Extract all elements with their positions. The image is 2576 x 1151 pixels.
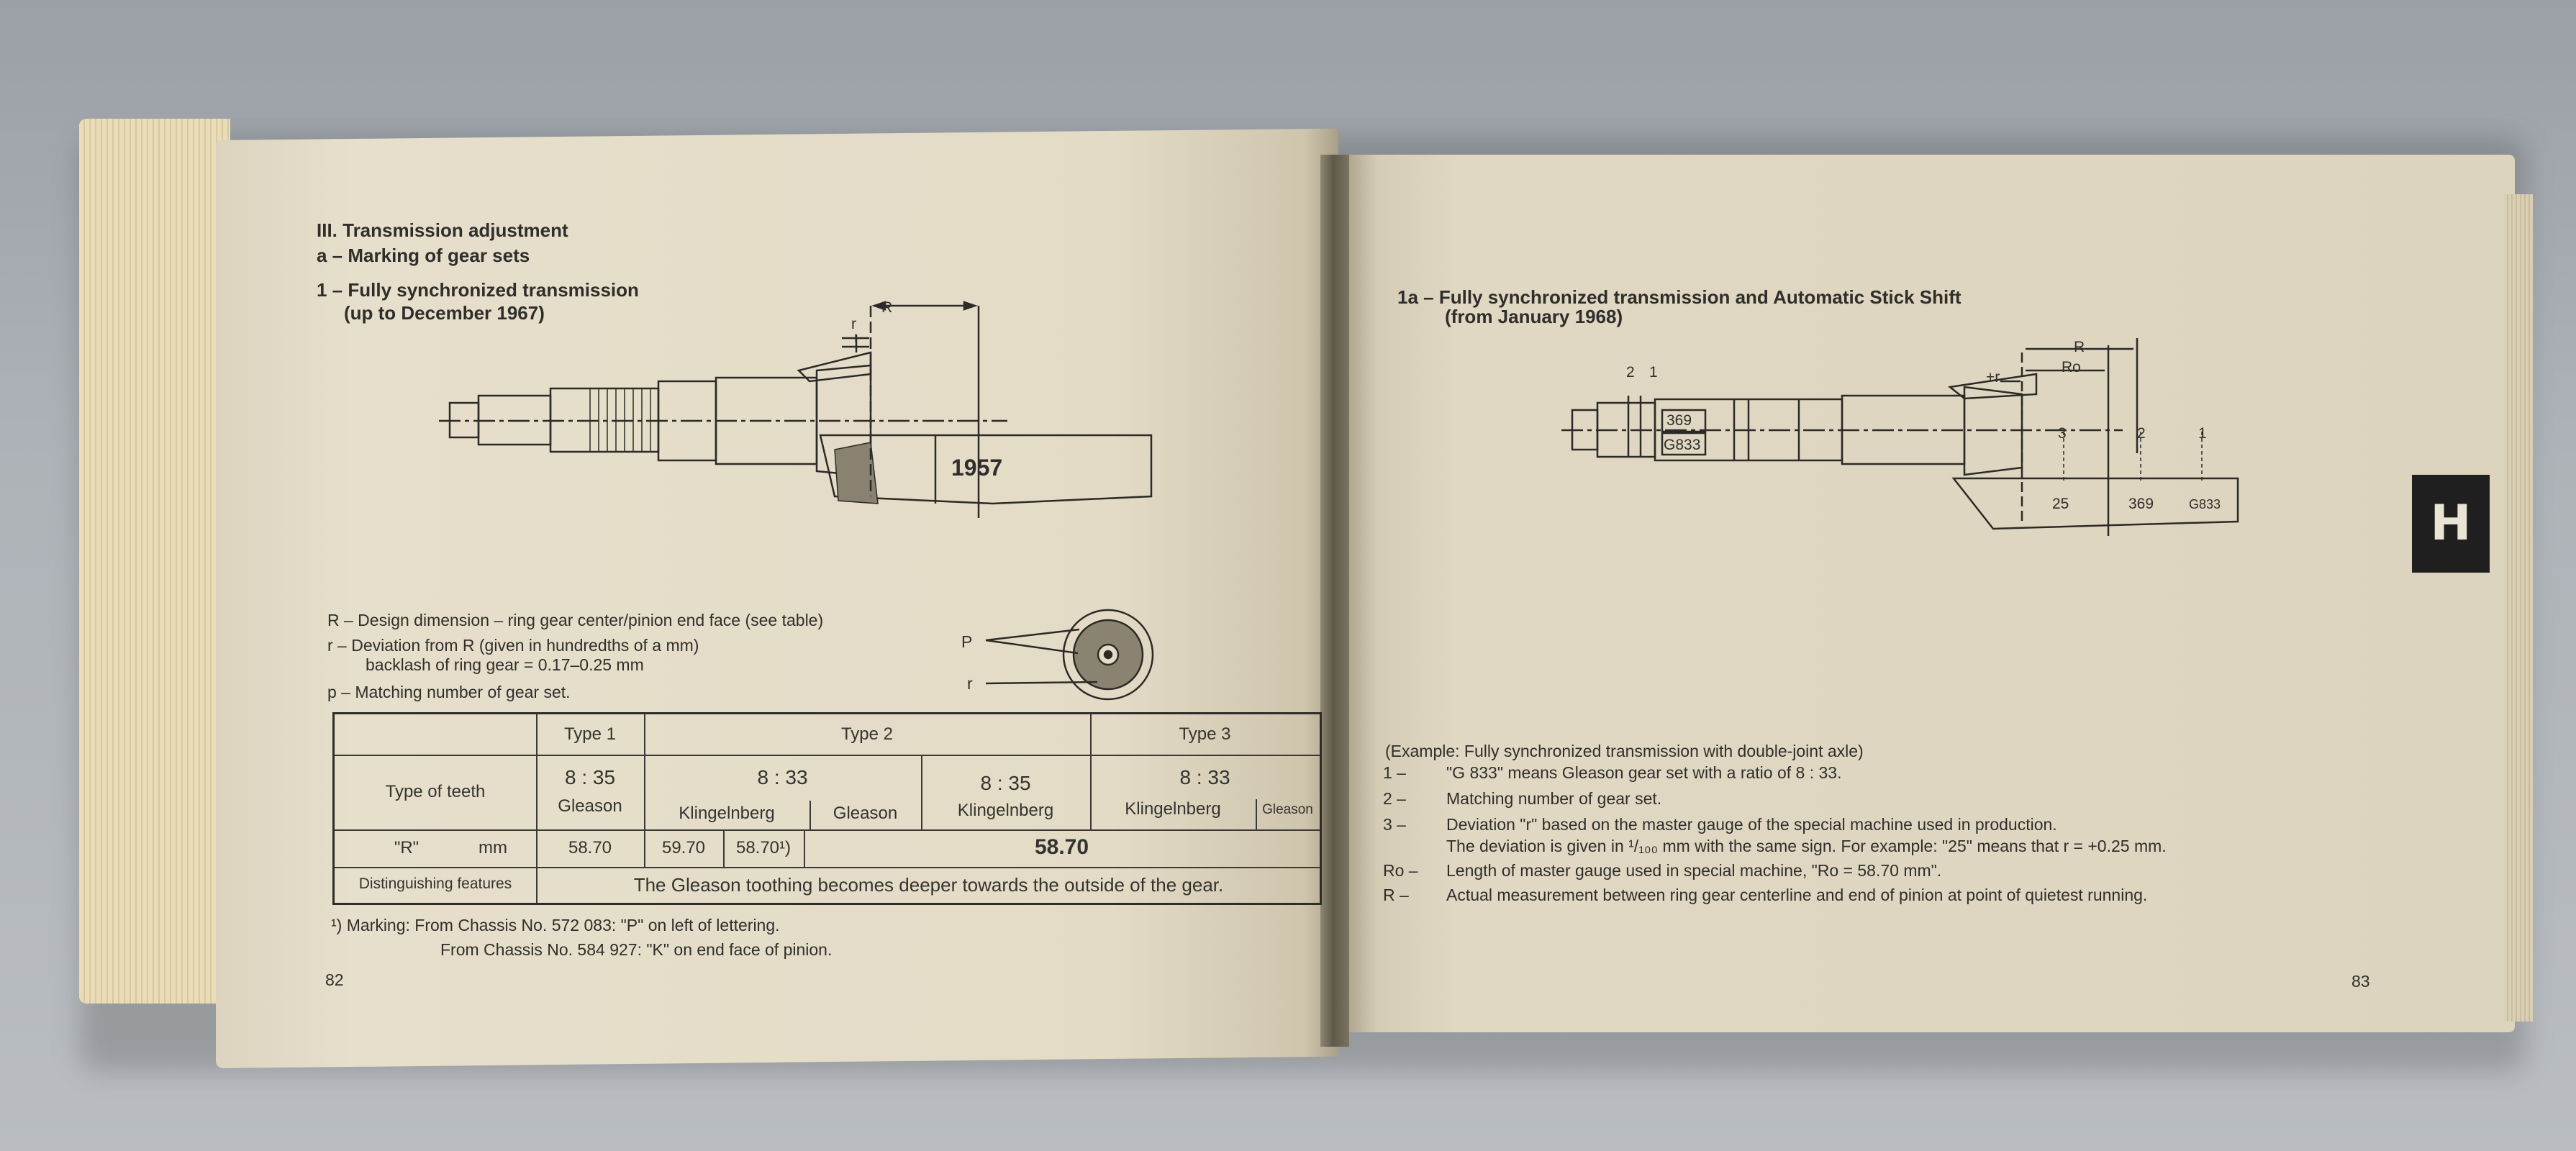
marker-1: 1	[2198, 425, 2207, 442]
left-page-number: 82	[325, 970, 344, 989]
item-3-text: Deviation "r" based on the master gauge of the special machine used in production.	[1446, 815, 2057, 834]
right-page-number: 83	[2351, 972, 2370, 991]
left-section-title: 1 – Fully synchronized transmission	[317, 279, 639, 301]
left-section-subtitle: (up to December 1967)	[344, 302, 545, 324]
right-section-subtitle: (from January 1968)	[1445, 306, 1623, 327]
gear-set-table	[332, 712, 1322, 905]
item-1-key: 1 –	[1383, 763, 1406, 782]
item-2-key: 2 –	[1383, 789, 1406, 808]
t2-brand-b: Gleason	[833, 804, 898, 823]
right-dim-Ro: Ro	[2062, 359, 2081, 376]
r-type1: 58.70	[568, 838, 612, 857]
item-R-text: Actual measurement between ring gear centerline and end of pinion at point of quietest running.	[1446, 886, 2148, 904]
t1-brand: Gleason	[558, 796, 622, 816]
page-stack	[79, 119, 230, 1004]
t2-brand-c: Klingelnberg	[957, 801, 1054, 820]
row-type-of-teeth: Type of teeth	[385, 782, 486, 801]
legend-p: p – Matching number of gear set.	[327, 683, 571, 701]
row-distinguishing-label: Distinguishing features	[358, 875, 512, 892]
marker-3: 3	[2058, 425, 2067, 442]
right-page-edge	[2504, 194, 2533, 1022]
left-gear-number: 1957	[951, 455, 1003, 481]
shaft-369: 369	[1666, 412, 1692, 429]
t2-ratio-a: 8 : 33	[757, 766, 808, 788]
r-rest: 58.70	[1034, 835, 1089, 859]
item-Ro-text: Length of master gauge used in special machine, "Ro = 58.70 mm".	[1446, 861, 1942, 880]
right-dim-plus-r: +r	[1986, 369, 2000, 386]
item-Ro-key: Ro –	[1383, 861, 1418, 880]
r-type2a: 59.70	[661, 838, 706, 857]
left-dim-r: r	[851, 316, 856, 332]
legend-r: r – Deviation from R (given in hundredths of a mm)	[327, 636, 699, 655]
right-example: (Example: Fully synchronized transmission with double-joint axle)	[1385, 742, 1864, 760]
right-section-title: 1a – Fully synchronized transmission and Automatic Stick Shift	[1397, 286, 1962, 308]
left-dim-plus: +	[851, 330, 861, 347]
r-type2b: 58.70¹)	[735, 838, 792, 857]
gear-mark-G833: G833	[2189, 497, 2221, 511]
t3-ratio: 8 : 33	[1179, 766, 1230, 788]
item-3-key: 3 –	[1383, 815, 1406, 834]
left-subheading: a – Marking of gear sets	[317, 245, 530, 266]
footnote-1: ¹) Marking: From Chassis No. 572 083: "P" on left of lettering.	[331, 916, 780, 934]
row-R-unit: mm	[479, 838, 507, 857]
item-2-text: Matching number of gear set.	[1446, 789, 1662, 808]
th-type3: Type 3	[1179, 724, 1231, 744]
gear-mark-25: 25	[2052, 496, 2069, 512]
left-heading: III. Transmission adjustment	[317, 219, 568, 241]
legend-backlash: backlash of ring gear = 0.17–0.25 mm	[366, 655, 644, 674]
left-dim-R: R	[881, 299, 893, 316]
right-mark-1: 1	[1649, 364, 1658, 381]
t2-brand-a: Klingelnberg	[679, 804, 775, 823]
pinion-r-label: r	[967, 674, 973, 693]
t3-brand-a: Klingelnberg	[1125, 799, 1221, 819]
t1-ratio: 8 : 35	[564, 766, 616, 788]
pinion-P-label: P	[961, 632, 973, 651]
section-tab-H[interactable]: H	[2412, 475, 2490, 573]
item-1-text: "G 833" means Gleason gear set with a ratio of 8 : 33.	[1446, 763, 1842, 782]
legend-R: R – Design dimension – ring gear center/pinion end face (see table)	[327, 611, 824, 629]
t2-ratio-c: 8 : 35	[980, 772, 1031, 794]
row-R-label: "R"	[394, 838, 419, 857]
right-dim-R: R	[2074, 339, 2085, 355]
shaft-G833: G833	[1664, 437, 1701, 453]
book-gutter	[1320, 155, 1349, 1047]
pinion-end-view	[964, 590, 1180, 705]
item-R-key: R –	[1383, 886, 1409, 904]
right-mark-2: 2	[1626, 364, 1635, 381]
th-type1: Type 1	[563, 724, 617, 744]
item-3-continued: The deviation is given in ¹/₁₀₀ mm with the same sign. For example: "25" means that r = +0.25 mm.	[1446, 837, 2167, 855]
t3-brand-b: Gleason	[1262, 802, 1313, 817]
footnote-2: From Chassis No. 584 927: "K" on end face of pinion.	[440, 940, 833, 959]
th-type2: Type 2	[840, 724, 894, 744]
gear-mark-369: 369	[2128, 496, 2154, 512]
marker-2: 2	[2137, 425, 2146, 442]
row-distinguishing-text: The Gleason toothing becomes deeper towards the outside of the gear.	[633, 874, 1224, 896]
left-gear-diagram	[432, 288, 1194, 518]
